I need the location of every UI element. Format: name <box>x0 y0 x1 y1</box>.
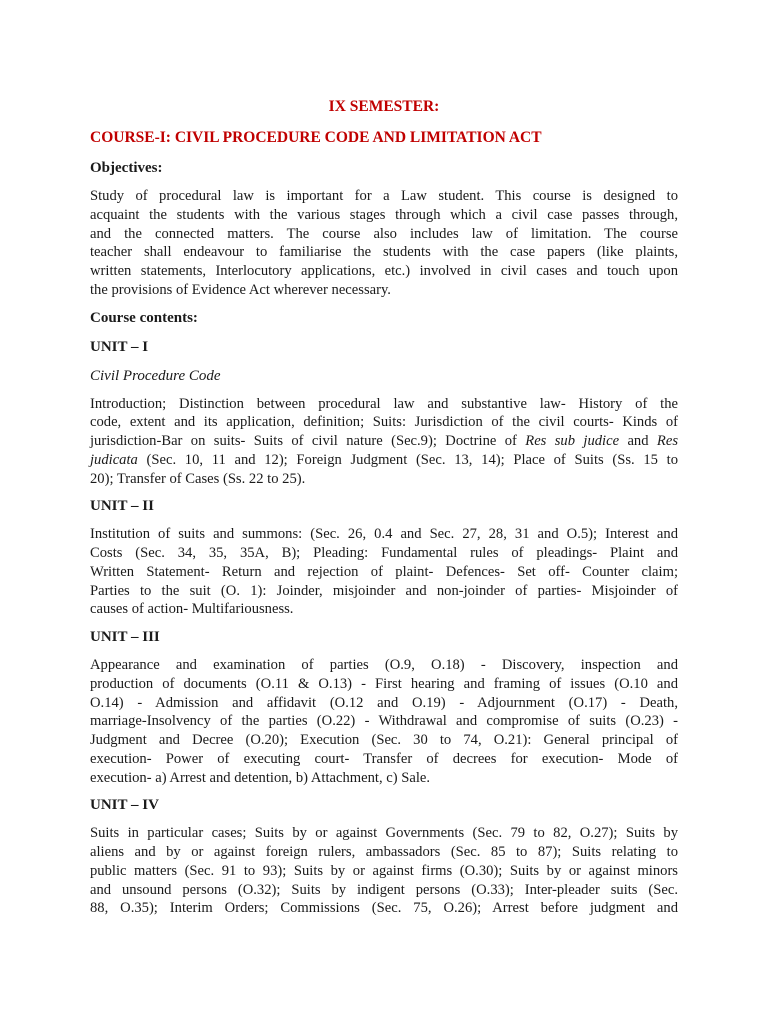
objectives-line: teacher shall endeavour to familiarise the students with the case papers (like plaints, <box>90 244 678 261</box>
objectives-line: written statements, Interlocutory applications, etc.) involved in civil cases and touch upon <box>90 263 678 279</box>
unit-1-line: 20); Transfer of Cases (Ss. 22 to 25). <box>90 470 306 487</box>
unit-1-text: and <box>619 433 657 449</box>
unit-1-line <box>90 432 678 451</box>
unit-3-line: Appearance and examination of parties (O.9, O.18) - Discovery, inspection and <box>90 657 678 673</box>
unit-3-paragraph <box>90 656 678 787</box>
unit-2-heading: UNIT – II <box>90 498 154 515</box>
unit-4-line: and unsound persons (O.32); Suits by indigent persons (O.33); Inter-pleader suits (Sec. <box>90 881 678 898</box>
unit-1-text: (Sec. 10, 11 and 12); Foreign Judgment (Sec. 13, 14); Place of Suits (Ss. 15 to <box>137 451 678 468</box>
objectives-heading: Objectives: <box>90 160 163 176</box>
unit-1-line: Introduction; Distinction between procedural law and substantive law- History of the <box>90 395 678 412</box>
unit-2-line: causes of action- Multifariousness. <box>90 601 294 618</box>
objectives-paragraph <box>90 187 678 300</box>
unit-1-paragraph <box>90 395 678 489</box>
unit-1-italic-term: judicata <box>90 451 138 468</box>
objectives-line: the provisions of Evidence Act wherever necessary. <box>90 281 391 298</box>
unit-1-line <box>90 451 678 470</box>
unit-3-line: execution- Power of executing court- Transfer of decrees for execution- Mode of <box>90 750 678 767</box>
objectives-line: Study of procedural law is important for a Law student. This course is designed to <box>90 188 678 204</box>
unit-4-line: Suits in particular cases; Suits by or against Governments (Sec. 79 to 82, O.27); Suits by <box>90 825 678 842</box>
unit-1-line: code, extent and its application, definition; Suits: Jurisdiction of the civil courts- Kinds of <box>90 414 678 431</box>
unit-4-paragraph <box>90 824 678 918</box>
course-contents-heading: Course contents: <box>90 309 198 326</box>
unit-3-line: Judgment and Decree (O.20); Execution (Sec. 30 to 74, O.21): General principal of <box>90 732 678 748</box>
unit-2-paragraph <box>90 525 678 619</box>
objectives-line: acquaint the students with the various stages through which a civil case passes through, <box>90 206 678 223</box>
unit-2-line: Written Statement- Return and rejection of plaint- Defences- Set off- Counter claim; <box>90 563 678 580</box>
unit-3-line: marriage-Insolvency of the parties (O.22) - Withdrawal and compromise of suits (O.23) - <box>90 713 678 730</box>
unit-4-line: aliens and by or against foreign rulers, ambassadors (Sec. 85 to 87); Suits relating to <box>90 844 678 860</box>
objectives-line: and the connected matters. The course also includes law of limitation. The course <box>90 225 678 242</box>
unit-2-line: Costs (Sec. 34, 35, 35A, B); Pleading: Fundamental rules of pleadings- Plaint and <box>90 545 678 561</box>
document-page <box>90 96 678 926</box>
course-title: COURSE-I: CIVIL PROCEDURE CODE AND LIMITATION ACT <box>90 129 542 146</box>
unit-2-line: Institution of suits and summons: (Sec. 26, 0.4 and Sec. 27, 28, 31 and O.5); Interest and <box>90 526 678 543</box>
unit-2-line: Parties to the suit (O. 1): Joinder, misjoinder and non-joinder of parties- Misjoinder of <box>90 582 678 599</box>
unit-3-heading: UNIT – III <box>90 629 160 645</box>
semester-title: IX SEMESTER: <box>328 98 440 115</box>
unit-3-line: O.14) - Admission and affidavit (O.12 and O.19) - Adjournment (O.17) - Death, <box>90 694 678 711</box>
unit-1-text: jurisdiction-Bar on suits- Suits of civil nature (Sec.9); Doctrine of <box>90 433 526 449</box>
unit-1-heading: UNIT – I <box>90 338 149 355</box>
unit-3-line: execution- a) Arrest and detention, b) Attachment, c) Sale. <box>90 769 430 786</box>
unit-1-italic-term: Res sub judice <box>525 433 620 449</box>
unit-4-line: public matters (Sec. 91 to 93); Suits by or against firms (O.30); Suits by or against minors <box>90 862 678 879</box>
unit-4-heading: UNIT – IV <box>90 797 159 814</box>
unit-4-line: 88, O.35); Interim Orders; Commissions (Sec. 75, O.26); Arrest before judgment and <box>90 900 678 917</box>
unit-1-subheading: Civil Procedure Code <box>90 367 221 384</box>
unit-3-line: production of documents (O.11 & O.13) - First hearing and framing of issues (O.10 and <box>90 675 678 692</box>
unit-1-italic-term: Res <box>656 433 678 449</box>
